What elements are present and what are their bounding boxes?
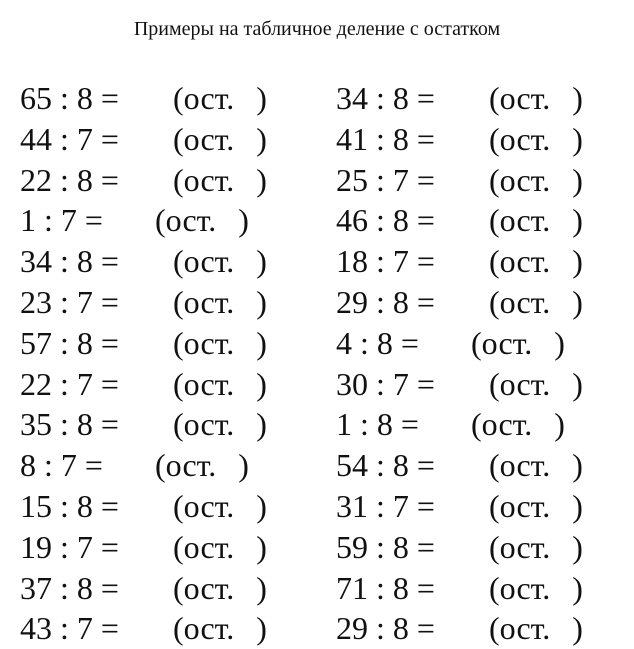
division-expression: 29 : 8 = xyxy=(336,610,435,647)
problem-row xyxy=(20,78,267,119)
remainder-blank xyxy=(173,282,267,322)
remainder-label: (ост. xyxy=(489,447,551,484)
division-expression: 19 : 7 = xyxy=(20,528,119,565)
remainder-close-paren: ) xyxy=(256,80,267,116)
remainder-label: (ост. xyxy=(155,202,217,239)
remainder-blank xyxy=(489,608,583,648)
remainder-close-paren: ) xyxy=(256,610,267,647)
division-expression: 65 : 8 = xyxy=(20,80,119,116)
division-expression: 41 : 8 = xyxy=(336,120,435,157)
remainder-blank xyxy=(489,486,583,526)
division-expression: 18 : 7 = xyxy=(336,243,435,280)
problem-row xyxy=(20,486,267,527)
division-expression: 71 : 8 = xyxy=(336,569,435,606)
division-expression: 8 : 7 = xyxy=(20,447,103,484)
remainder-close-paren: ) xyxy=(256,243,267,280)
remainder-label: (ост. xyxy=(489,243,551,280)
division-expression: 4 : 8 = xyxy=(336,324,419,361)
remainder-close-paren: ) xyxy=(256,365,267,402)
division-expression: 30 : 7 = xyxy=(336,365,435,402)
problem-row xyxy=(336,445,583,486)
remainder-close-paren: ) xyxy=(256,528,267,565)
remainder-close-paren: ) xyxy=(256,283,267,320)
division-expression: 37 : 8 = xyxy=(20,569,119,606)
remainder-blank xyxy=(173,241,267,281)
remainder-blank xyxy=(489,78,583,118)
problem-row xyxy=(336,608,583,649)
problem-row xyxy=(20,241,267,282)
remainder-close-paren: ) xyxy=(256,161,267,198)
remainder-label: (ост. xyxy=(471,406,533,443)
remainder-blank xyxy=(155,200,249,240)
remainder-blank xyxy=(173,527,267,567)
problem-row xyxy=(336,323,565,364)
remainder-blank xyxy=(489,160,583,200)
problem-row xyxy=(336,568,583,609)
division-expression: 54 : 8 = xyxy=(336,447,435,484)
remainder-label: (ост. xyxy=(489,120,551,157)
remainder-label: (ост. xyxy=(173,406,235,443)
remainder-label: (ост. xyxy=(173,283,235,320)
remainder-blank xyxy=(471,404,565,444)
remainder-close-paren: ) xyxy=(554,324,565,361)
division-expression: 15 : 8 = xyxy=(20,487,119,524)
remainder-close-paren: ) xyxy=(572,120,583,157)
remainder-close-paren: ) xyxy=(572,528,583,565)
division-expression: 34 : 8 = xyxy=(20,243,119,280)
remainder-blank xyxy=(173,78,267,118)
remainder-close-paren: ) xyxy=(572,80,583,116)
remainder-label: (ост. xyxy=(489,569,551,606)
remainder-blank xyxy=(173,323,267,363)
remainder-blank xyxy=(173,608,267,648)
problem-row xyxy=(336,241,583,282)
problem-row xyxy=(20,323,267,364)
remainder-close-paren: ) xyxy=(256,487,267,524)
remainder-label: (ост. xyxy=(173,80,235,116)
remainder-blank xyxy=(489,364,583,404)
problem-row xyxy=(20,445,249,486)
remainder-label: (ост. xyxy=(173,569,235,606)
remainder-blank xyxy=(489,568,583,608)
remainder-blank xyxy=(489,119,583,159)
remainder-close-paren: ) xyxy=(554,406,565,443)
remainder-label: (ост. xyxy=(173,487,235,524)
remainder-close-paren: ) xyxy=(238,202,249,239)
remainder-close-paren: ) xyxy=(572,283,583,320)
problem-row xyxy=(20,608,267,649)
remainder-close-paren: ) xyxy=(572,610,583,647)
division-expression: 29 : 8 = xyxy=(336,283,435,320)
problem-row xyxy=(20,527,267,568)
remainder-label: (ост. xyxy=(173,528,235,565)
division-expression: 44 : 7 = xyxy=(20,120,119,157)
problem-row xyxy=(336,119,583,160)
division-expression: 43 : 7 = xyxy=(20,610,119,647)
remainder-blank xyxy=(489,200,583,240)
remainder-close-paren: ) xyxy=(256,120,267,157)
right-column xyxy=(336,78,583,649)
remainder-label: (ост. xyxy=(173,610,235,647)
remainder-close-paren: ) xyxy=(256,324,267,361)
remainder-blank xyxy=(155,445,249,485)
division-expression: 35 : 8 = xyxy=(20,406,119,443)
remainder-close-paren: ) xyxy=(572,487,583,524)
remainder-close-paren: ) xyxy=(572,365,583,402)
division-expression: 46 : 8 = xyxy=(336,202,435,239)
problem-row xyxy=(20,282,267,323)
remainder-close-paren: ) xyxy=(572,447,583,484)
remainder-close-paren: ) xyxy=(572,161,583,198)
remainder-close-paren: ) xyxy=(572,569,583,606)
problem-row xyxy=(336,486,583,527)
remainder-label: (ост. xyxy=(489,528,551,565)
division-expression: 31 : 7 = xyxy=(336,487,435,524)
remainder-close-paren: ) xyxy=(256,569,267,606)
problem-row xyxy=(20,364,267,405)
remainder-label: (ост. xyxy=(489,610,551,647)
division-expression: 22 : 8 = xyxy=(20,161,119,198)
remainder-blank xyxy=(173,568,267,608)
problem-row xyxy=(20,404,267,445)
remainder-blank xyxy=(173,119,267,159)
remainder-close-paren: ) xyxy=(256,406,267,443)
remainder-blank xyxy=(173,486,267,526)
remainder-blank xyxy=(489,527,583,567)
remainder-close-paren: ) xyxy=(572,202,583,239)
remainder-label: (ост. xyxy=(489,161,551,198)
division-expression: 34 : 8 = xyxy=(336,80,435,116)
division-expression: 22 : 7 = xyxy=(20,365,119,402)
remainder-label: (ост. xyxy=(155,447,217,484)
remainder-blank xyxy=(489,445,583,485)
problem-row xyxy=(336,200,583,241)
problem-row xyxy=(20,160,267,201)
division-expression: 23 : 7 = xyxy=(20,283,119,320)
remainder-blank xyxy=(173,364,267,404)
remainder-close-paren: ) xyxy=(572,243,583,280)
problem-row xyxy=(336,527,583,568)
remainder-label: (ост. xyxy=(489,80,551,116)
division-expression: 57 : 8 = xyxy=(20,324,119,361)
left-column xyxy=(20,78,267,649)
remainder-close-paren: ) xyxy=(238,447,249,484)
remainder-blank xyxy=(471,323,565,363)
remainder-label: (ост. xyxy=(173,120,235,157)
problem-row xyxy=(336,78,583,119)
problem-row xyxy=(336,160,583,201)
division-expression: 1 : 7 = xyxy=(20,202,103,239)
remainder-label: (ост. xyxy=(471,324,533,361)
division-expression: 25 : 7 = xyxy=(336,161,435,198)
remainder-label: (ост. xyxy=(489,202,551,239)
problem-row xyxy=(336,404,565,445)
remainder-blank xyxy=(173,160,267,200)
remainder-label: (ост. xyxy=(489,365,551,402)
division-expression: 59 : 8 = xyxy=(336,528,435,565)
remainder-label: (ост. xyxy=(173,161,235,198)
remainder-blank xyxy=(489,282,583,322)
problem-row xyxy=(20,568,267,609)
remainder-label: (ост. xyxy=(489,283,551,320)
problem-row xyxy=(20,119,267,160)
remainder-label: (ост. xyxy=(489,487,551,524)
remainder-blank xyxy=(489,241,583,281)
problem-row xyxy=(20,200,249,241)
remainder-label: (ост. xyxy=(173,365,235,402)
division-expression: 1 : 8 = xyxy=(336,406,419,443)
remainder-label: (ост. xyxy=(173,243,235,280)
problem-row xyxy=(336,282,583,323)
worksheet-title: Примеры на табличное деление с остатком xyxy=(133,18,501,40)
problem-row xyxy=(336,364,583,405)
remainder-blank xyxy=(173,404,267,444)
remainder-label: (ост. xyxy=(173,324,235,361)
